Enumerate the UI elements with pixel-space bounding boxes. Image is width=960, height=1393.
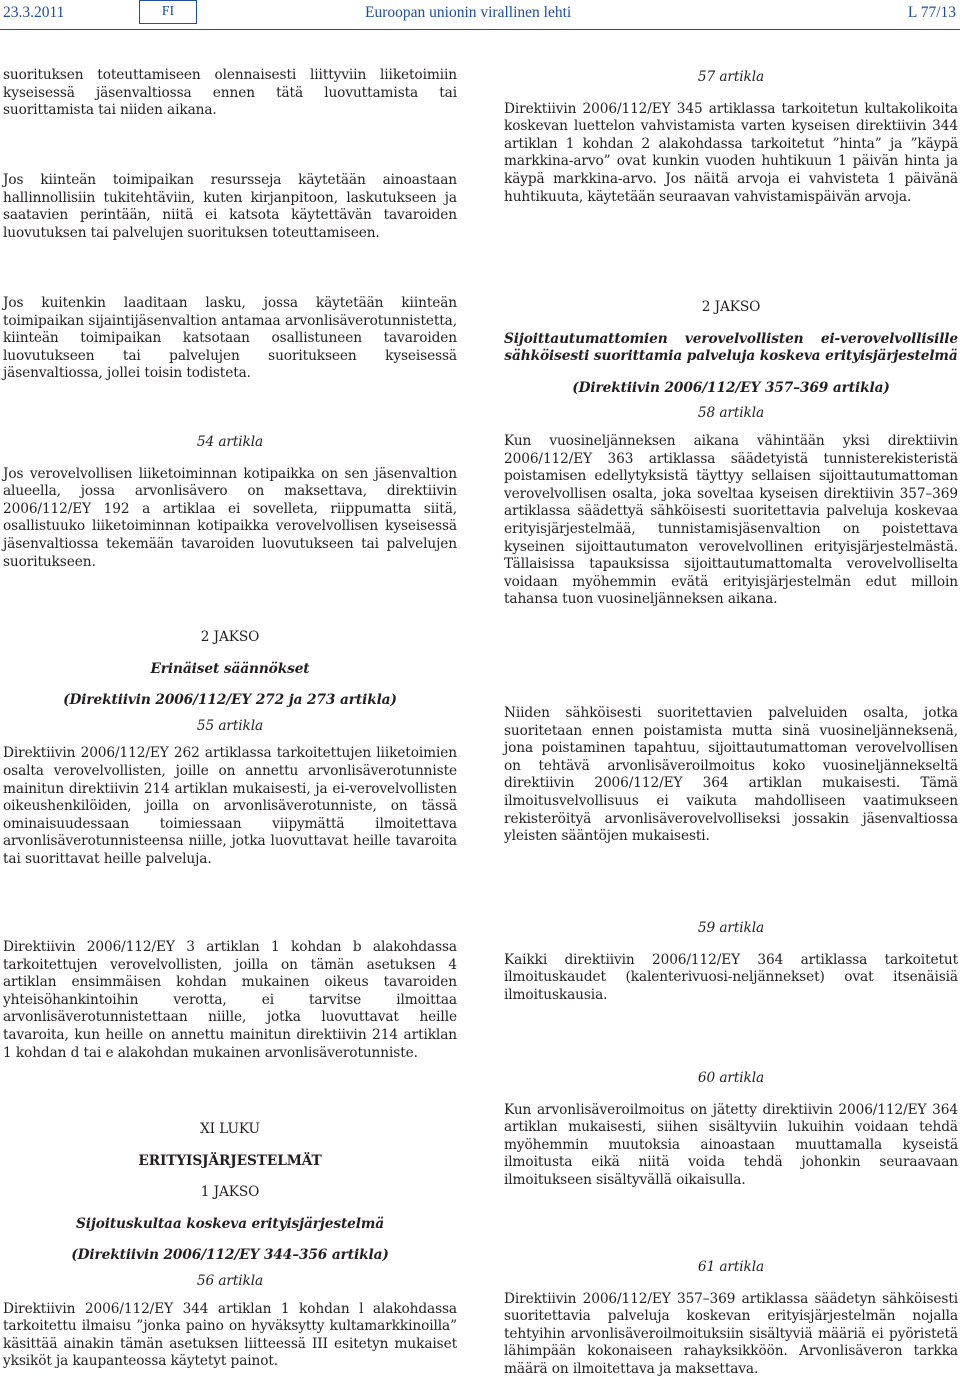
article-54 bbox=[3, 434, 457, 571]
right-column-block-3 bbox=[504, 705, 958, 846]
section-2-misc bbox=[3, 629, 457, 869]
article-heading: 61 artikla bbox=[697, 1259, 765, 1275]
article-61 bbox=[504, 1259, 958, 1379]
article-60 bbox=[504, 1070, 958, 1190]
chapter-xi bbox=[3, 1121, 457, 1371]
section-2-electronic bbox=[504, 299, 958, 609]
section-reference: (Direktiivin 2006/112/EY 344–356 artikla) bbox=[71, 1247, 389, 1264]
paragraph: Direktiivin 2006/112/EY 357–369 artiklassa säädetyn sähköisesti suoritettavia palveluja koskevan erityisjärjestelmän nojalla tehtyihin arvonlisäveroilmoituksiin sisältyviä määriä ei pyöristetä lähimpään kokonaiseen rahayksikköön. Arvonlisäveron tarkka määrä on ilmoitettava ja maksettava. bbox=[504, 1290, 958, 1377]
article-57 bbox=[504, 69, 958, 206]
section-title: Sijoituskultaa koskeva erityisjärjestelmä bbox=[75, 1215, 385, 1232]
page-reference: L 77/13 bbox=[907, 4, 956, 21]
language-box: FI bbox=[139, 0, 197, 24]
section-reference: (Direktiivin 2006/112/EY 357–369 artikla) bbox=[572, 379, 890, 396]
article-heading: 54 artikla bbox=[196, 434, 264, 450]
chapter-number: XI LUKU bbox=[200, 1121, 260, 1137]
article-heading: 57 artikla bbox=[697, 69, 765, 85]
left-column-block-2 bbox=[3, 172, 457, 242]
article-heading: 59 artikla bbox=[697, 920, 765, 936]
article-heading: 56 artikla bbox=[196, 1272, 264, 1289]
article-heading: 58 artikla bbox=[697, 405, 765, 422]
article-heading: 55 artikla bbox=[196, 717, 264, 734]
journal-title: Euroopan unionin virallinen lehti bbox=[365, 4, 572, 21]
left-column-block-1 bbox=[3, 67, 457, 120]
section-number: 2 JAKSO bbox=[200, 629, 260, 645]
section-number: 2 JAKSO bbox=[701, 299, 761, 315]
paragraph: Kaikki direktiivin 2006/112/EY 364 artiklassa tarkoitetut ilmoituskaudet (kalenterivuosi-neljännekset) ovat itsenäisiä ilmoituskausia. bbox=[504, 951, 958, 1003]
header-rule bbox=[0, 29, 960, 30]
paragraph: Jos kiinteän toimipaikan resursseja käytetään ainoastaan hallinnollisiin tukitehtäviin, kuten kirjanpitoon, laskutukseen ja saatavien perintään, niitä ei katsota käytettävän tavaroiden luovutuksen tai palvelujen suorituksen toteuttamiseen. bbox=[3, 172, 457, 241]
chapter-title: ERITYISJÄRJESTELMÄT bbox=[138, 1152, 322, 1169]
article-heading: 60 artikla bbox=[697, 1070, 765, 1086]
paragraph: Direktiivin 2006/112/EY 344 artiklan 1 kohdan l alakohdassa tarkoitettu ilmaisu ”jonka paino on hyväksytty kultamarkkinoilla” käsittää ainakin tämän asetuksen liitteessä III esitetyn mukaiset yksiköt ja kaupanteossa käytetyt painot. bbox=[3, 1300, 457, 1370]
publication-date: 23.3.2011 bbox=[3, 4, 65, 21]
journal-header bbox=[0, 0, 960, 30]
paragraph: Niiden sähköisesti suoritettavien palveluiden osalta, jotka suoritetaan ennen poistamista mutta sinä vuosineljänneksenä, jona poistaminen tapahtuu, sijoittautumattoman verovelvollisen on tehtävä arvonlisäveroilmoitus koko vuosineljännekseltä direktiivin 2006/112/EY 364 artiklan mukaisesti. Tämä ilmoitusvelvollisuus ei vaikuta mahdolliseen vaatimukseen rekisteröityä arvonlisäverovelvolliseksi jossakin jäsenvaltiossa yleisten sääntöjen mukaisesti. bbox=[504, 705, 958, 845]
paragraph: Direktiivin 2006/112/EY 3 artiklan 1 kohdan b alakohdassa tarkoitettujen verovelvollisten, joilla on tämän asetuksen 4 artiklan ensimmäisen kohdan mukainen oikeus tavaroiden yhteisöhankintoihin verotta, ei tarvitse ilmoittaa arvonlisäverotunnistettaan niille, jotka luovuttavat heille tavaroita, kun heille on annettu mainitun direktiivin 214 artiklan 1 kohdan d tai e alakohdan mukainen arvonlisäverotunniste. bbox=[3, 939, 457, 1061]
left-column-block-6 bbox=[3, 939, 457, 1062]
paragraph: Jos kuitenkin laaditaan lasku, jossa käytetään kiinteän toimipaikan sijaintijäsenvaltion antamaa arvonlisäverotunnistetta, kiinteän toimipaikan katsotaan osallistuneen tavaroiden luovutukseen tai palvelujen suoritukseen kyseisessä jäsenvaltiossa, jollei toisin todisteta. bbox=[3, 295, 457, 382]
paragraph: Direktiivin 2006/112/EY 345 artiklassa tarkoitetun kultakolikoita koskevan luettelon vahvistamista varten kyseisen direktiivin 344 artiklan 1 kohdan 2 alakohdassa tarkoitetut ”hinta” ja ”käypä markkina-arvo” ovat kunkin vuoden huhtikuun 1 päivän hinta ja käypä markkina-arvo. Jos näitä arvoja ei vahvisteta 1 päivänä huhtikuuta, käytetään seuraavan vahvistamispäivän arvoja. bbox=[504, 100, 958, 205]
paragraph: Kun arvonlisäveroilmoitus on jätetty direktiivin 2006/112/EY 364 artiklan mukaisesti, siihen sisältyviin lukuihin voidaan tehdä myöhemmin muutoksia ainoastaan muuttamalla kyseistä ilmoitusta eikä niitä voida tehdä johonkin seuraavaan ilmoitukseen sisältyvällä oikaisulla. bbox=[504, 1101, 958, 1188]
section-reference: (Direktiivin 2006/112/EY 272 ja 273 artikla) bbox=[63, 692, 397, 709]
paragraph: suorituksen toteuttamiseen olennaisesti liittyviin liiketoimiin kyseisessä jäsenvaltiossa ennen tätä luovuttamista tai suorittamista tai niiden aikana. bbox=[3, 67, 457, 119]
paragraph: Kun vuosineljänneksen aikana vähintään yksi direktiivin 2006/112/EY 363 artiklassa säädetyistä tunnisterekisteristä poistamisen edellytyksistä täyttyy sellaisen sijoittautumattoman verovelvollisen osalta, joka soveltaa kyseisen direktiivin 357–369 artiklassa säädettyä sähköisesti suoritettavia palveluja koskevaa erityisjärjestelmää, tunnistamisjäsenvaltion on poistettava kyseinen sijoittautumaton verovelvollinen erityisjärjestelmästä. Tällaisissa tapauksissa sijoittautumattomalta verovelvolliselta voidaan myöhemmin evätä erityisjärjestelmän edut milloin tahansa tuon vuosineljänneksen aikana. bbox=[504, 432, 958, 608]
article-59 bbox=[504, 920, 958, 1004]
section-title: Erinäiset säännökset bbox=[150, 660, 310, 677]
section-title: Sijoittautumattomien verovelvollisten ei-verovelvollisille sähköisesti suorittamia palveluja koskeva erityisjärjestelmä bbox=[504, 330, 958, 365]
left-column-block-3 bbox=[3, 295, 457, 383]
paragraph: Jos verovelvollisen liiketoiminnan kotipaikka on sen jäsenvaltion alueella, jossa arvonlisävero on maksettava, direktiivin 2006/112/EY 192 a artiklaa ei sovelleta, riippumatta siitä, osallistuuko liiketoiminnan kotipaikka verovelvollisen kyseisessä jäsenvaltiossa tekemään tavaroiden luovutukseen tai palvelujen suoritukseen. bbox=[3, 465, 457, 570]
paragraph: Direktiivin 2006/112/EY 262 artiklassa tarkoitettujen liiketoimien osalta verovelvollisten, joille on annettu arvonlisäverotunniste mainitun direktiivin 214 artiklan mukaisesti, ja ei-verovelvollisten oikeushenkilöiden, joilla on arvonlisäverotunniste, on tässä ominaisuudessaan toimiessaan viipymättä ilmoitettava arvonlisäverotunnisteensa niille, jotka luovuttavat heille tavaroita tai suorittavat heille palveluja. bbox=[3, 745, 457, 867]
section-number: 1 JAKSO bbox=[200, 1184, 260, 1201]
